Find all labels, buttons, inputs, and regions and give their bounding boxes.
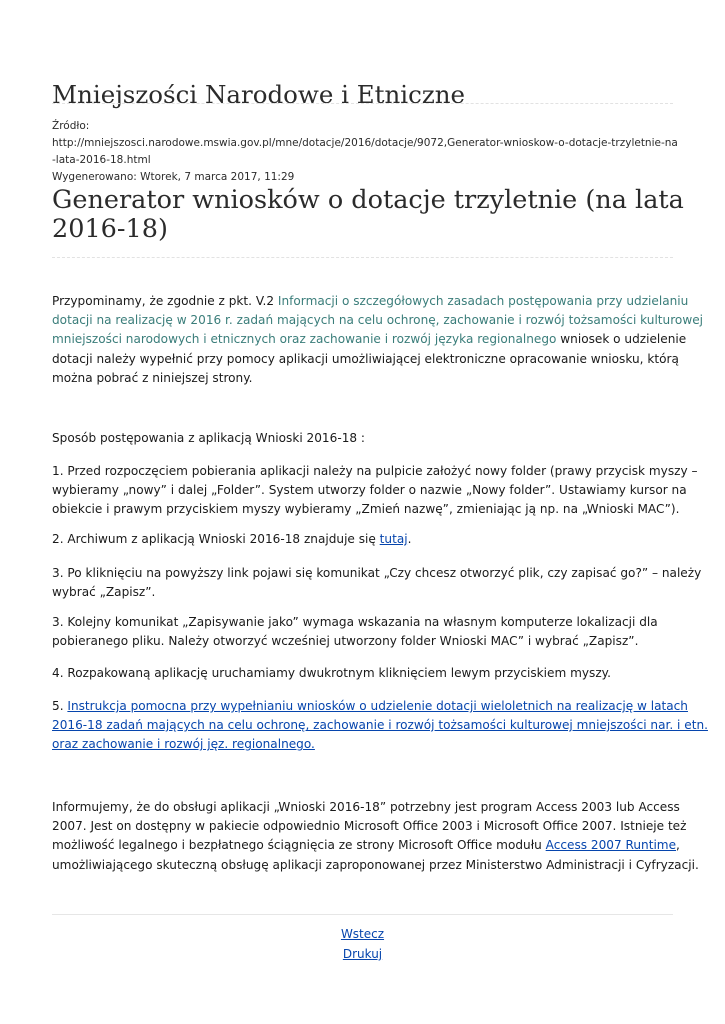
instruction-link[interactable]: Instrukcja pomocna przy wypełnianiu wniosków o udzielenie dotacji wieloletnich na realizację w latach bbox=[67, 699, 688, 713]
intro-text: Przypominamy, że zgodnie z pkt. V.2 bbox=[52, 294, 278, 308]
print-link[interactable]: Drukuj bbox=[342, 947, 383, 961]
source-url-line1: http://mniejszosci.narodowe.mswia.gov.pl/mne/dotacje/2016/dotacje/9072,Generator-wnioskow-o-dotacje-trzyletnie-na bbox=[52, 137, 678, 149]
procedure-heading-text: Sposób postępowania z aplikacją Wnioski 2016-18 : bbox=[52, 431, 365, 445]
regulation-reference: dotacji na realizację w 2016 r. zadań mających na celu ochronę, zachowanie i rozwój tożsamości kulturowej bbox=[52, 313, 704, 328]
back-link[interactable]: Wstecz bbox=[340, 927, 385, 941]
info-line: , bbox=[676, 838, 680, 853]
access-runtime-link[interactable]: Access 2007 Runtime bbox=[545, 838, 677, 853]
info-line: umożliwiającego skuteczną obsługę aplikacji zaproponowanej przez Ministerstwo Administracji i Cyfryzacji. bbox=[52, 857, 699, 872]
site-title: Mniejszości Narodowe i Etniczne bbox=[52, 80, 466, 110]
step-1-line: obiekcie i prawym przyciskiem myszy wybieramy „Zmień nazwę”, zmieniając ją np. na „Wnioski MAC”). bbox=[52, 502, 680, 517]
info-line: Informujemy, że do obsługi aplikacji „Wnioski 2016-18” potrzebny jest program Access 2003 lub Access bbox=[52, 800, 680, 814]
step-3-line: wybrać „Zapisz”. bbox=[52, 585, 156, 600]
info-line: możliwość legalnego i bezpłatnego ściągnięcia ze strony Microsoft Office modułu bbox=[52, 838, 546, 853]
source-block bbox=[52, 118, 677, 186]
step-5-paragraph bbox=[52, 664, 673, 683]
divider bbox=[52, 257, 673, 258]
archive-download-link[interactable]: tutaj bbox=[379, 532, 408, 546]
article-title-line1: Generator wniosków o dotacje trzyletnie (na lata bbox=[52, 185, 684, 215]
step-4-line: pobieranego pliku. Należy otworzyć wcześniej utworzony folder Wnioski MAC” i wybrać „Zapisz”. bbox=[52, 634, 639, 649]
generated-date: Wygenerowano: Wtorek, 7 marca 2017, 11:29 bbox=[52, 171, 295, 183]
source-url-line2: -lata-2016-18.html bbox=[52, 154, 151, 166]
step-5-line: 4. Rozpakowaną aplikację uruchamiamy dwukrotnym kliknięciem lewym przyciskiem myszy. bbox=[52, 666, 611, 680]
footer-links bbox=[52, 924, 673, 964]
procedure-heading bbox=[52, 429, 673, 448]
info-line: 2007. Jest on dostępny w pakiecie odpowiednio Microsoft Office 2003 i Microsoft Office 2007. Istnieje też bbox=[52, 819, 687, 834]
intro-text: wniosek o udzielenie bbox=[556, 332, 687, 347]
step-2-paragraph bbox=[52, 530, 673, 549]
intro-text: dotacji należy wypełnić przy pomocy aplikacji umożliwiającej elektroniczne opracowanie wniosku, którą bbox=[52, 351, 679, 366]
step-1-paragraph bbox=[52, 462, 698, 520]
step-1-line: 1. Przed rozpoczęciem pobierania aplikacji należy na pulpicie założyć nowy folder (prawy przycisk myszy – bbox=[52, 464, 698, 478]
divider bbox=[52, 103, 673, 104]
instruction-link[interactable]: oraz zachowanie i rozwój jęz. regionalnego. bbox=[52, 737, 315, 752]
intro-text: można pobrać z niniejszej strony. bbox=[52, 370, 253, 385]
source-label: Źródło: bbox=[52, 120, 90, 132]
step-2-end: . bbox=[407, 532, 412, 546]
step-3-paragraph bbox=[52, 564, 702, 602]
footer-divider bbox=[52, 914, 673, 915]
step-6-prefix: 5. bbox=[52, 699, 68, 713]
step-1-line: wybieramy „nowy” i dalej „Folder”. System utworzy folder o nazwie „Nowy folder”. Ustawiamy kursor na bbox=[52, 483, 687, 498]
article-title bbox=[52, 185, 684, 244]
regulation-reference: Informacji o szczegółowych zasadach postępowania przy udzielaniu bbox=[277, 294, 689, 308]
step-3-line: 3. Po kliknięciu na powyższy link pojawi się komunikat „Czy chcesz otworzyć plik, czy zapisać go?” – należy bbox=[52, 566, 702, 580]
regulation-reference: mniejszości narodowych i etnicznych oraz zachowanie i rozwój języka regionalnego bbox=[52, 332, 557, 347]
instruction-link[interactable]: 2016-18 zadań mających na celu ochronę, zachowanie i rozwój tożsamości kulturowej mniejszości nar. i etn. bbox=[52, 718, 708, 733]
step-4-paragraph bbox=[52, 613, 673, 651]
info-paragraph bbox=[52, 798, 699, 875]
step-6-paragraph bbox=[52, 697, 708, 755]
article-title-line2: 2016-18) bbox=[52, 214, 168, 244]
step-4-line: 3. Kolejny komunikat „Zapisywanie jako” wymaga wskazania na własnym komputerze lokalizacji dla bbox=[52, 615, 658, 629]
intro-paragraph bbox=[52, 292, 704, 388]
step-2-text: 2. Archiwum z aplikacją Wnioski 2016-18 znajduje się bbox=[52, 532, 380, 546]
